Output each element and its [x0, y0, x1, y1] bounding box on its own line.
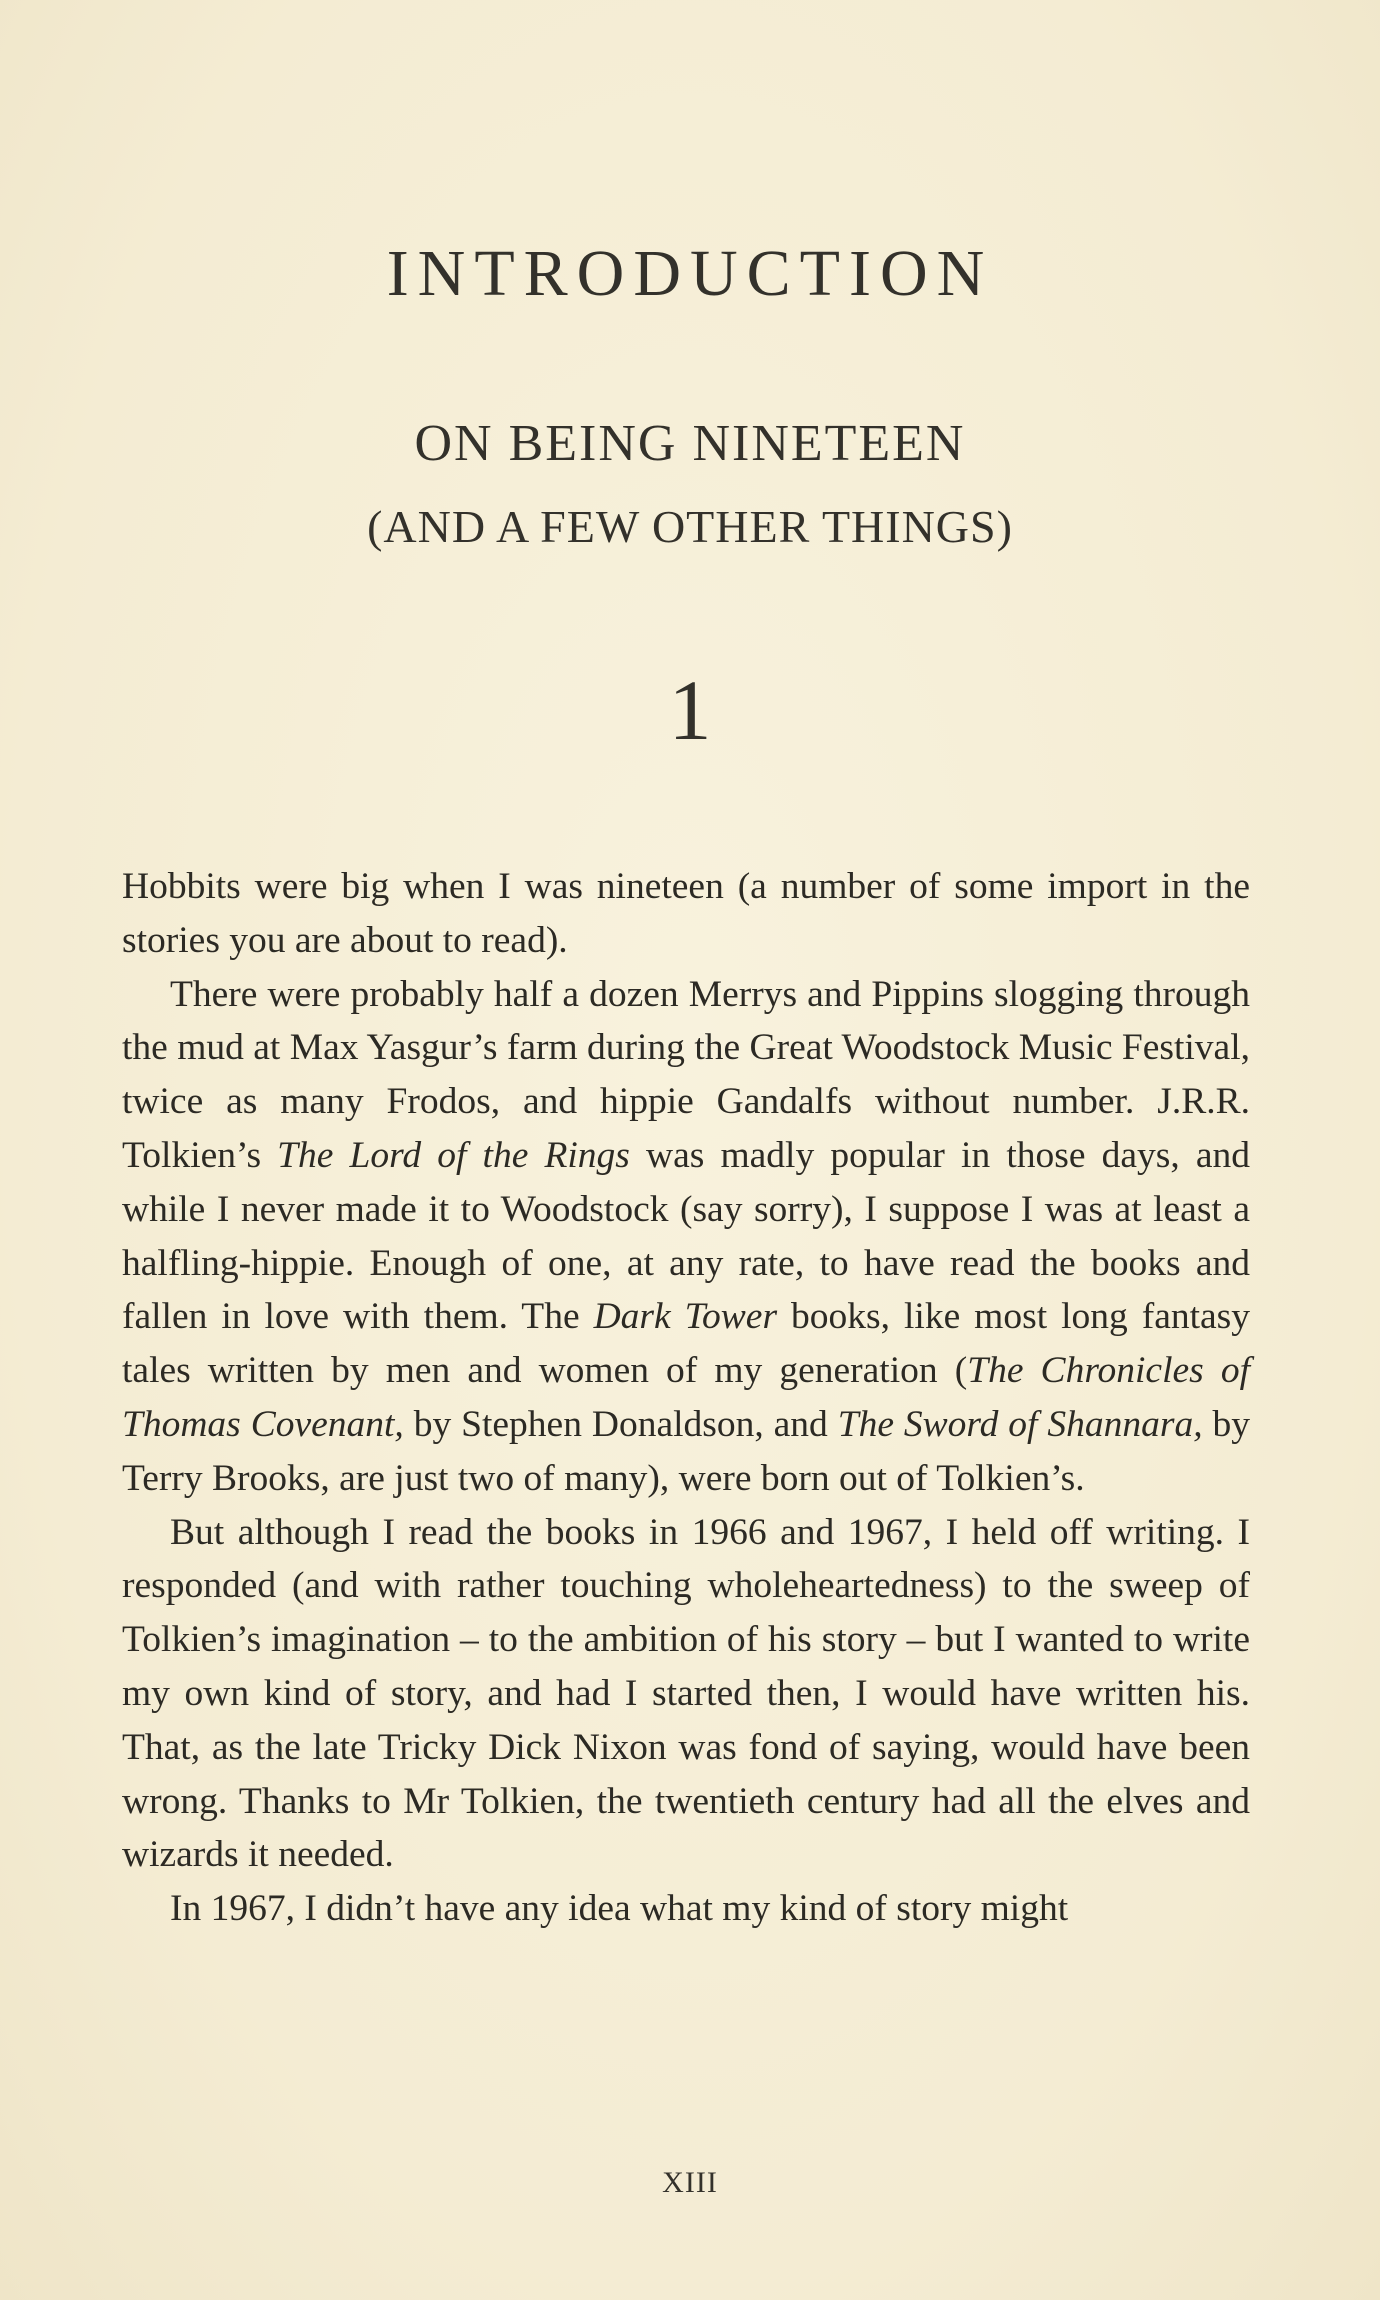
page-number: XIII: [662, 2166, 718, 2199]
paragraph: [122, 968, 1250, 1506]
italic-title-text: Dark Tower: [593, 1296, 778, 1338]
chapter-subtitle-line-1: ON BEING NINETEEN: [414, 415, 966, 472]
italic-title-text: The Lord of the Rings: [277, 1134, 630, 1176]
paragraph-text: In 1967, I didn’t have any idea what my kind of story might: [170, 1888, 1069, 1930]
paragraph-text: But although I read the books in 1966 and 1967, I held off writing. I responded (and with rather touching wholeheartedness) to the sweep of Tolkien’s imagination – to the ambition of his story – but I wanted to write my own kind of story, and had I started then, I would have written his. That, as the late Tricky Dick Nixon was fond of saying, would have been wrong. Thanks to Mr Tolkien, the twentieth century had all the elves and wizards it needed.: [122, 1511, 1250, 1876]
body-text: [122, 860, 1250, 1936]
paragraph-text: Hobbits were big when I was nineteen (a number of some import in the stories you are about to read).: [122, 866, 1250, 961]
italic-title-text: The Sword of Shannara,: [837, 1403, 1203, 1445]
paragraph: [122, 860, 1250, 968]
chapter-subtitle-line-2: (AND A FEW OTHER THINGS): [367, 501, 1013, 552]
paragraph-text: by Terry Brooks, are just two of many), were born out of Tolkien’s.: [122, 1403, 1250, 1499]
paragraph-text: There were probably half a dozen Merrys and Pippins slogging through the mud at Max Yasgur’s farm during the Great Woodstock Music Festival, twice as many Frodos, and hippie Gandalfs without number. J.R.R. Tolkien’s: [122, 973, 1250, 1176]
chapter-title: INTRODUCTION: [386, 237, 994, 310]
section-number: 1: [668, 662, 712, 758]
paragraph: [122, 1882, 1250, 1936]
paragraph-text: books, like most long fantasy tales written by men and women of my generation (: [122, 1296, 1251, 1392]
italic-title-text: The Chronicles of Thomas Covenant,: [122, 1350, 1250, 1445]
paragraph: [122, 1506, 1250, 1883]
paragraph-text: by Stephen Donaldson, and: [403, 1403, 838, 1445]
paragraph-text: was madly popular in those days, and while I never made it to Woodstock (say sorry), I suppose I was at least a halfling-hippie. Enough of one, at any rate, to have read the books and fallen in love with them. The: [122, 1134, 1250, 1338]
